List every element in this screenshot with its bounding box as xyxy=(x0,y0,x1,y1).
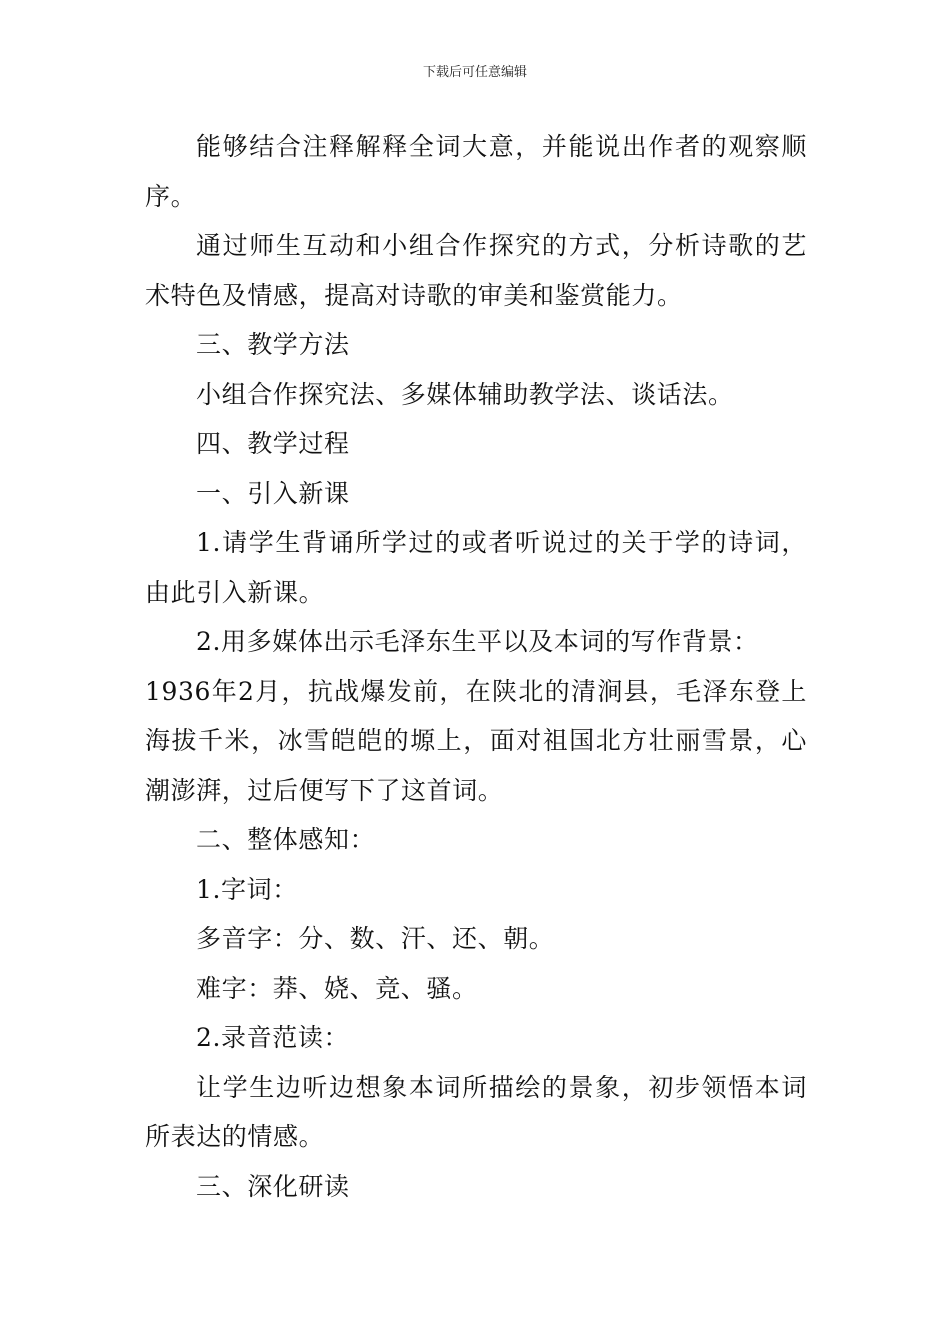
paragraph-objective-analysis: 通过师生互动和小组合作探究的方式，分析诗歌的艺术特色及情感，提高对诗歌的审美和鉴赏能力。 xyxy=(145,231,807,310)
paragraph-polyphonic-characters: 多音字：分、数、汗、还、朝。 xyxy=(196,924,555,953)
paragraph-listen-imagine: 让学生边听边想象本词所描绘的景象，初步领悟本词所表达的情感。 xyxy=(145,1072,807,1151)
list-item-show-background: 2.用多媒体出示毛泽东生平以及本词的写作背景： xyxy=(196,627,759,656)
subheading-introduce-lesson: 一、引入新课 xyxy=(196,478,350,508)
subheading-deep-reading: 三、深化研读 xyxy=(196,1171,350,1201)
paragraph-objective-annotation: 能够结合注释解释全词大意，并能说出作者的观察顺序。 xyxy=(145,132,807,211)
list-item-recording-reading: 2.录音范读： xyxy=(196,1023,350,1052)
page-header-note: 下载后可任意编辑 xyxy=(422,65,527,80)
subheading-overall-perception: 二、整体感知： xyxy=(196,825,376,854)
list-item-vocabulary: 1.字词： xyxy=(196,874,298,904)
section-heading-teaching-methods: 三、教学方法 xyxy=(196,330,350,359)
paragraph-difficult-characters: 难字：莽、娆、竞、骚。 xyxy=(196,973,478,1003)
paragraph-teaching-methods: 小组合作探究法、多媒体辅助教学法、谈话法。 xyxy=(196,379,734,409)
list-item-recite-poems: 1.请学生背诵所学过的或者听说过的关于学的诗词，由此引入新课。 xyxy=(145,528,807,607)
document-body xyxy=(145,122,807,1211)
paragraph-background-1936: 1936年2月，抗战爆发前，在陕北的清涧县，毛泽东登上海拔千米，冰雪皑皑的塬上，面对祖国北方壮丽雪景，心潮澎湃，过后便写下了这首词。 xyxy=(145,676,807,805)
section-heading-teaching-process: 四、教学过程 xyxy=(196,429,350,458)
